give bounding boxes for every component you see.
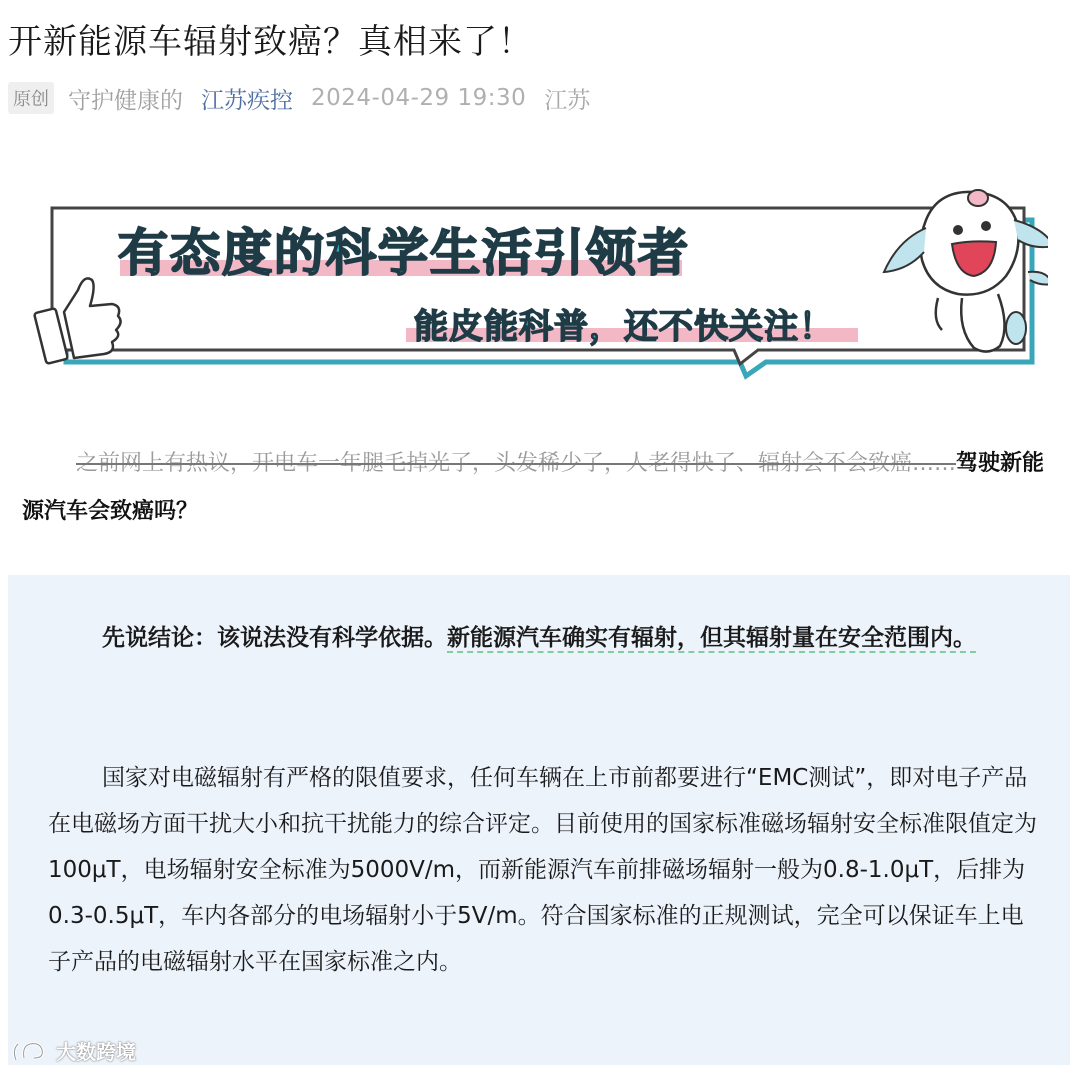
banner-headline: 有态度的科学生活引领者 [118, 225, 690, 281]
watermark-logo-icon [10, 1038, 50, 1064]
account-link[interactable]: 江苏疾控 [201, 87, 293, 114]
intro-question: 驾驶新能源汽车会致癌吗？ [22, 451, 1045, 524]
content-card [8, 575, 1070, 1065]
body-paragraph [48, 755, 1038, 985]
conclusion-underlined: 新能源汽车确实有辐射，但其辐射量在安全范围内。 [447, 625, 976, 651]
publish-location: 江苏 [544, 87, 591, 114]
article-meta [8, 82, 590, 114]
publish-time: 2024-04-29 19:30 [311, 85, 527, 111]
conclusion-paragraph [48, 615, 1038, 661]
banner-slogan: 能皮能科普，还不快关注！ [414, 308, 834, 346]
author-subtitle: 守护健康的 [68, 87, 183, 114]
original-tag: 原创 [8, 82, 54, 114]
watermark-text: 大数跨境 [56, 1040, 136, 1064]
conclusion-lead: 先说结论：该说法没有科学依据。 [102, 625, 447, 651]
intro-strikethrough-text: 之前网上有热议，开电车一年腿毛掉光了，头发稀少了，人老得快了、辐射会不会致癌…… [76, 451, 957, 476]
watermark [10, 1036, 136, 1065]
banner-image [28, 180, 1048, 380]
article-title: 开新能源车辐射致癌？真相来了！ [8, 22, 533, 62]
intro-paragraph [22, 440, 1052, 536]
body-text: 国家对电磁辐射有严格的限值要求，任何车辆在上市前都要进行“EMC测试”，即对电子产品在电磁场方面干扰大小和抗干扰能力的综合评定。目前使用的国家标准磁场辐射安全标准限值定为100μT，电场辐射安全标准为5000V/m，而新能源汽车前排磁场辐射一般为0.8-1.0μT，后排为0.3-0.5μT，车内各部分的电场辐射小于5V/m。符合国家标准的正规测试，完全可以保证车上电子产品的电磁辐射水平在国家标准之内。 [48, 765, 1037, 975]
